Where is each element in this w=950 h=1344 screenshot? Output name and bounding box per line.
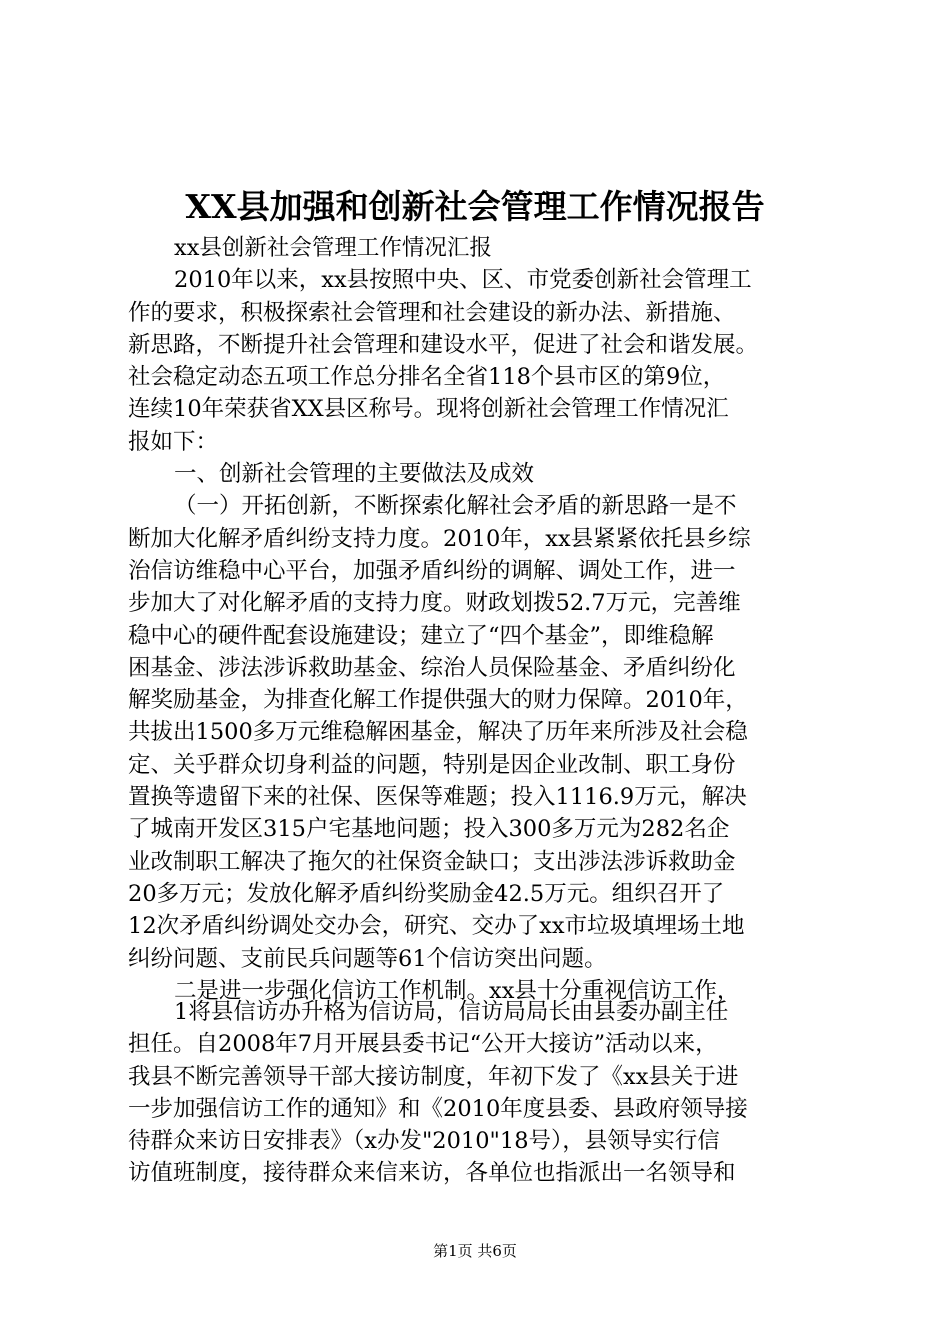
text-line: 稳中心的硬件配套设施建设；建立了“四个基金”，即维稳解 bbox=[128, 622, 714, 649]
text-line: 一、创新社会管理的主要做法及成效 bbox=[174, 461, 535, 488]
text-line: 了城南开发区315户宅基地问题；投入300多万元为282名企 bbox=[128, 816, 730, 843]
text-line: 共拔出1500多万元维稳解困基金，解决了历年来所涉及社会稳 bbox=[128, 719, 748, 746]
text-line: 我县不断完善领导干部大接访制度，年初下发了《xx县关于进 bbox=[128, 1063, 739, 1090]
text-line: 报如下： bbox=[128, 428, 219, 455]
text-line: 担任。自2008年7月开展县委书记“公开大接访”活动以来， bbox=[128, 1031, 718, 1058]
text-line: 新思路，不断提升社会管理和建设水平，促进了社会和谐发展。 bbox=[128, 331, 759, 358]
text-line: 步加大了对化解矛盾的支持力度。财政划拨52.7万元，完善维 bbox=[128, 590, 741, 617]
text-line: 纠纷问题、支前民兵问题等61个信访突出问题。 bbox=[128, 945, 607, 972]
document-title: XX县加强和创新社会管理工作情况报告 bbox=[185, 187, 765, 226]
text-line: 12次矛盾纠纷调处交办会，研究、交办了xx市垃圾填埋场土地 bbox=[128, 913, 745, 940]
text-line: （一）开拓创新，不断探索化解社会矛盾的新思路一是不 bbox=[174, 493, 737, 520]
text-line: 断加大化解矛盾纠纷支持力度。2010年，xx县紧紧依托县乡综 bbox=[128, 525, 751, 552]
text-line: 二是进一步强化信访工作机制。xx县十分重视信访工作， bbox=[174, 977, 740, 1004]
text-line: xx县创新社会管理工作情况汇报 bbox=[174, 235, 492, 261]
body-text-section-2 bbox=[128, 996, 828, 1190]
text-line: 置换等遗留下来的社保、医保等难题；投入1116.9万元，解决 bbox=[128, 784, 747, 811]
text-line: 治信访维稳中心平台，加强矛盾纠纷的调解、调处工作，进一 bbox=[128, 557, 736, 584]
text-line: 困基金、涉法涉诉救助基金、综治人员保险基金、矛盾纠纷化 bbox=[128, 654, 736, 681]
text-line: 一步加强信访工作的通知》和《2010年度县委、县政府领导接 bbox=[128, 1095, 748, 1122]
text-line: 社会稳定动态五项工作总分排名全省118个县市区的第9位， bbox=[128, 364, 726, 391]
text-line: 定、关乎群众切身利益的问题，特别是因企业改制、职工身份 bbox=[128, 751, 736, 778]
text-line: 20多万元；发放化解矛盾纠纷奖励金42.5万元。组织召开了 bbox=[128, 880, 725, 907]
page-footer: 第1页 共6页 bbox=[433, 1242, 517, 1260]
text-line: 2010年以来，xx县按照中央、区、市党委创新社会管理工 bbox=[174, 267, 752, 294]
text-line: 解奖励基金，为排查化解工作提供强大的财力保障。2010年， bbox=[128, 687, 748, 714]
body-text-section-1 bbox=[128, 232, 828, 1007]
text-line: 访值班制度，接待群众来信来访，各单位也指派出一名领导和 bbox=[128, 1160, 736, 1187]
text-line: 作的要求，积极探索社会管理和社会建设的新办法、新措施、 bbox=[128, 299, 736, 326]
text-line: 待群众来访日安排表》（x办发"2010"18号），县领导实行信 bbox=[128, 1128, 720, 1155]
text-line: 业改制职工解决了拖欠的社保资金缺口；支出涉法涉诉救助金 bbox=[128, 848, 736, 875]
text-line: 1将县信访办升格为信访局，信访局局长由县委办副主任 bbox=[174, 999, 729, 1025]
text-line: 连续10年荣获省XX县区称号。现将创新社会管理工作情况汇 bbox=[128, 396, 729, 423]
